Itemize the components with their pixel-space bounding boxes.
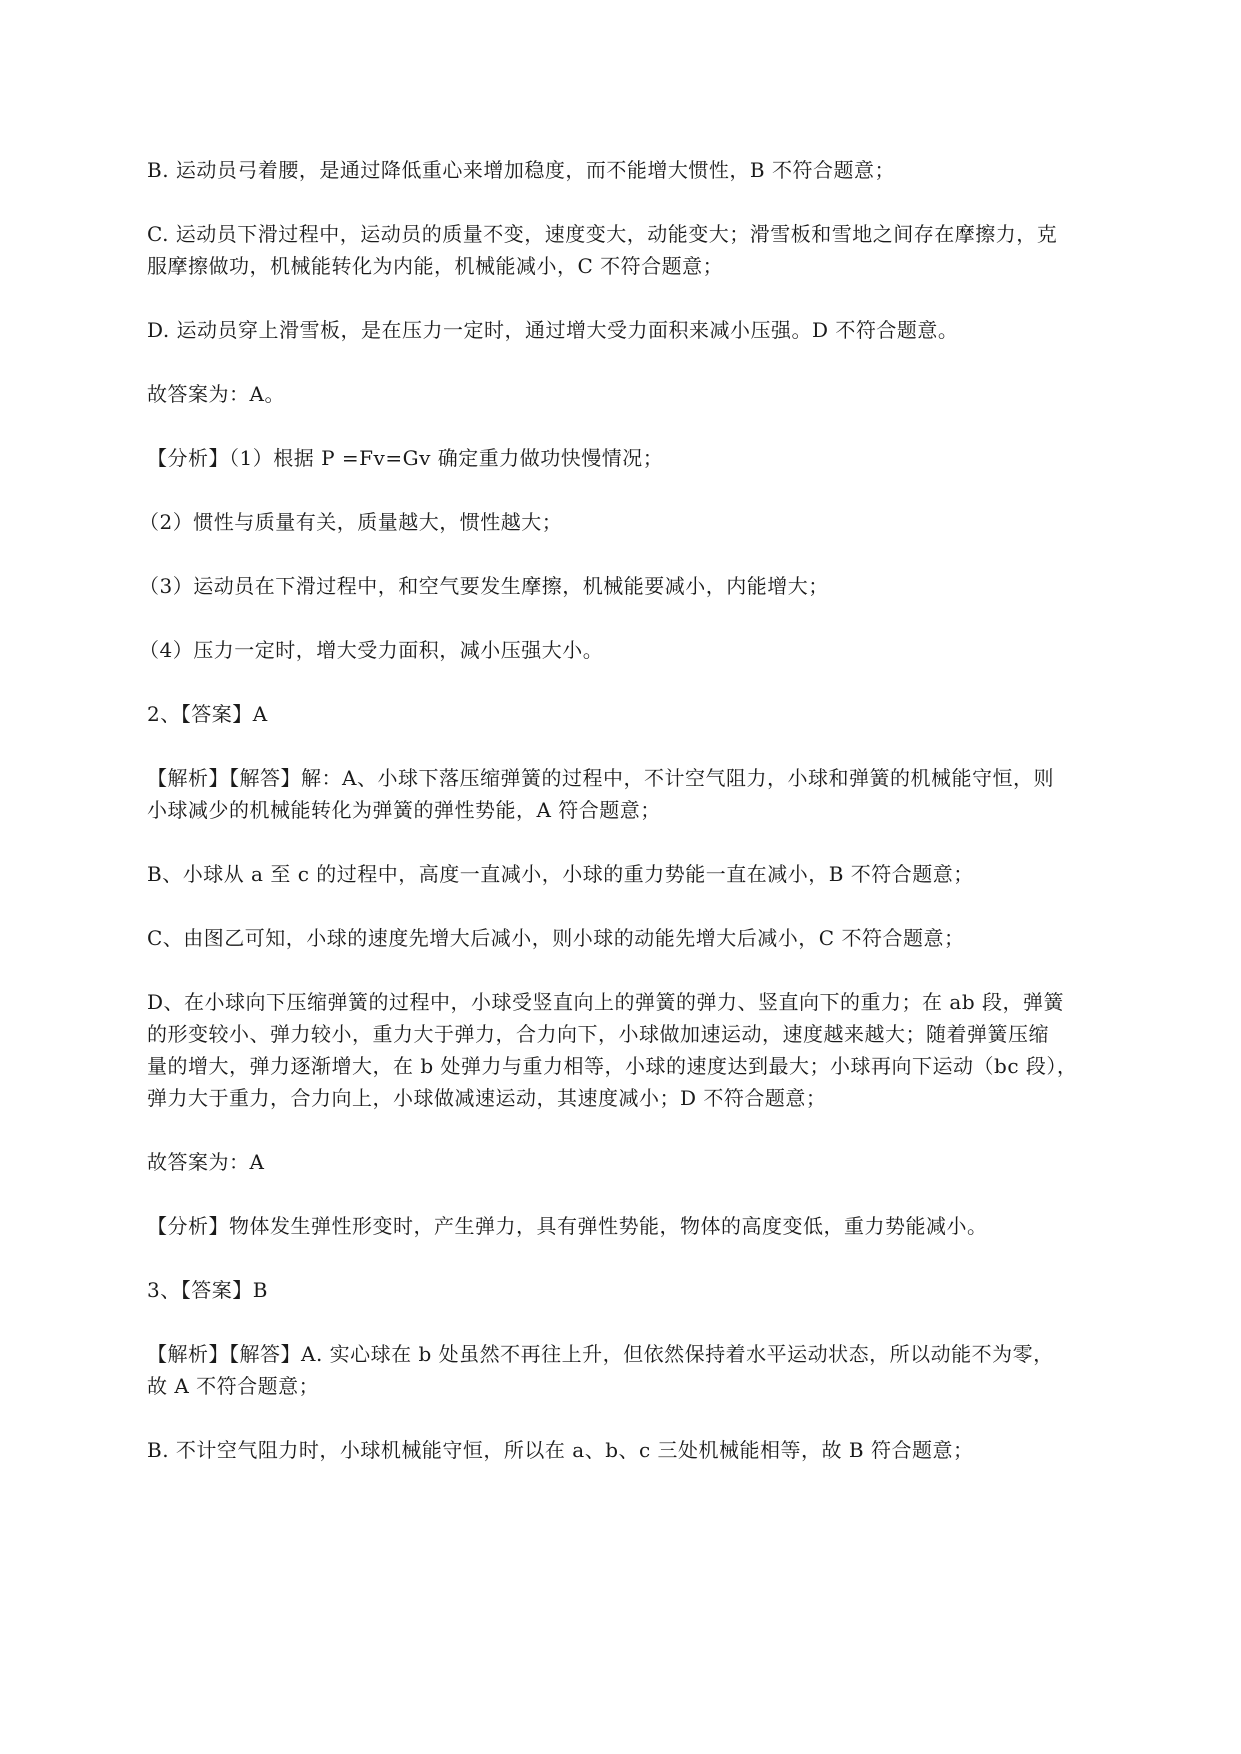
text-line: 3、【答案】B [147, 1278, 268, 1302]
paragraph-analysis-2 [139, 506, 1167, 538]
question-2-explanation-a [147, 762, 1167, 826]
paragraph-option-d-analysis [147, 314, 1167, 346]
text-line: 故 A 不符合题意； [147, 1374, 320, 1398]
question-2-explanation-c [147, 922, 1167, 954]
paragraph-option-b-analysis [147, 154, 1167, 186]
text-line: 故答案为：A。 [147, 382, 285, 406]
question-2-answer-summary [147, 1146, 1167, 1178]
text-line: 【解析】【解答】解：A、小球下落压缩弹簧的过程中，不计空气阻力，小球和弹簧的机械能守恒，则 [147, 766, 1054, 790]
text-line: C、由图乙可知，小球的速度先增大后减小，则小球的动能先增大后减小，C 不符合题意； [147, 926, 965, 950]
question-2-explanation-d [147, 986, 1167, 1114]
text-line: 【分析】物体发生弹性形变时，产生弹力，具有弹性势能，物体的高度变低，重力势能减小。 [147, 1214, 988, 1238]
paragraph-analysis-4 [139, 634, 1167, 666]
text-line: B、小球从 a 至 c 的过程中，高度一直减小，小球的重力势能一直在减小，B 不符合题意； [147, 862, 974, 886]
text-line: 小球减少的机械能转化为弹簧的弹性势能，A 符合题意； [147, 798, 661, 822]
question-3-explanation-a [147, 1338, 1167, 1402]
paragraph-analysis-1 [147, 442, 1167, 474]
text-line: B. 不计空气阻力时，小球机械能守恒，所以在 a、b、c 三处机械能相等，故 B 符合题意； [147, 1438, 974, 1462]
paragraph-analysis-3 [139, 570, 1167, 602]
text-line: （4）压力一定时，增大受力面积，减小压强大小。 [139, 638, 604, 662]
text-line: （3）运动员在下滑过程中，和空气要发生摩擦，机械能要减小，内能增大； [139, 574, 829, 598]
paragraph-option-c-analysis [147, 218, 1167, 282]
text-line: 【分析】（1）根据 P =Fv=Gv 确定重力做功快慢情况； [147, 446, 664, 470]
text-line: D. 运动员穿上滑雪板，是在压力一定时，通过增大受力面积来减小压强。D 不符合题意。 [147, 318, 959, 342]
text-line: 服摩擦做功，机械能转化为内能，机械能减小，C 不符合题意； [147, 254, 724, 278]
question-2-explanation-b [147, 858, 1167, 890]
text-line: 量的增大，弹力逐渐增大，在 b 处弹力与重力相等，小球的速度达到最大；小球再向下运动（bc 段）， [147, 1054, 1078, 1078]
text-line: 的形变较小、弹力较小，重力大于弹力，合力向下，小球做加速运动，速度越来越大；随着弹簧压缩 [147, 1022, 1049, 1046]
text-line: D、在小球向下压缩弹簧的过程中，小球受竖直向上的弹簧的弹力、竖直向下的重力；在 ab 段，弹簧 [147, 990, 1064, 1014]
text-line: B. 运动员弓着腰，是通过降低重心来增加稳度，而不能增大惯性，B 不符合题意； [147, 158, 895, 182]
document-body [139, 154, 1167, 1498]
question-3-explanation-b [147, 1434, 1167, 1466]
question-2-answer [147, 698, 1167, 730]
text-line: 弹力大于重力，合力向上，小球做减速运动，其速度减小；D 不符合题意； [147, 1086, 827, 1110]
text-line: 故答案为：A [147, 1150, 265, 1174]
paragraph-answer-summary [147, 378, 1167, 410]
text-line: 【解析】【解答】A. 实心球在 b 处虽然不再往上升，但依然保持着水平运动状态，所以动能不为零， [147, 1342, 1054, 1366]
text-line: （2）惯性与质量有关，质量越大，惯性越大； [139, 510, 563, 534]
text-line: 2、【答案】A [147, 702, 268, 726]
text-line: C. 运动员下滑过程中，运动员的质量不变，速度变大，动能变大；滑雪板和雪地之间存在摩擦力，克 [147, 222, 1058, 246]
question-3-answer [147, 1274, 1167, 1306]
question-2-analysis [147, 1210, 1167, 1242]
